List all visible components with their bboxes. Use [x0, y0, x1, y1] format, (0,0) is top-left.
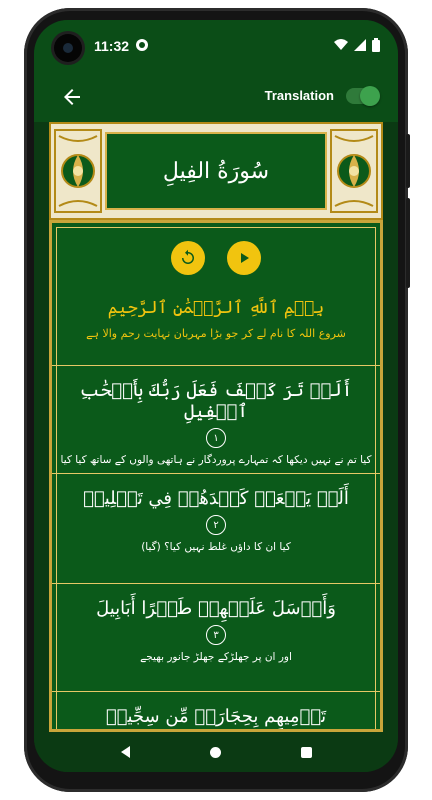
surah-title-box [105, 132, 327, 210]
bismillah-arabic: بِسۡمِ ٱللَّهِ ٱلرَّحۡمَٰنِ ٱلرَّحِيمِ [107, 298, 325, 318]
translation-label: Translation [264, 88, 334, 103]
translation-toggle[interactable] [346, 88, 378, 104]
verse-item[interactable] [52, 473, 380, 582]
verse-translation: کیا ان کا داؤں غلط نہیں کیا؟ (گیا) [141, 541, 291, 553]
surah-content[interactable] [49, 220, 383, 732]
verse-arabic: تَرۡمِيهِم بِحِجَارَةٖ مِّن سِجِّيلٖ [105, 706, 327, 727]
nav-recent-icon[interactable] [301, 747, 312, 758]
verse-number: ٢ [206, 515, 226, 535]
power-button [406, 198, 410, 288]
arrow-left-icon[interactable] [60, 85, 84, 109]
wifi-icon [334, 39, 348, 51]
repeat-button[interactable] [171, 241, 205, 275]
app-bar [34, 72, 398, 122]
verse-translation: کیا تم نے نہیں دیکھا کہ تمہارے پروردگار نے ہاتھی والوں کے ساتھ کیا کیا [60, 454, 372, 466]
nav-back-icon[interactable] [121, 746, 130, 758]
verse-number: ٣ [206, 625, 226, 645]
verse-item[interactable] [52, 365, 380, 472]
verse-arabic: أَلَمۡ يَجۡعَلۡ كَيۡدَهُمۡ فِي تَضۡلِيلٖ [83, 488, 349, 509]
signal-icon [354, 39, 366, 51]
app-notification-icon [136, 39, 148, 51]
surah-title: سُورَةُ الفِيلِ [162, 158, 270, 184]
battery-icon [372, 38, 380, 52]
status-bar [34, 20, 398, 72]
status-time: 11:32 [94, 38, 130, 54]
play-button[interactable] [227, 241, 261, 275]
screen [34, 20, 398, 772]
play-icon [237, 251, 251, 265]
verse-arabic: أَلَمۡ تَرَ كَيۡفَ فَعَلَ رَبُّكَ بِأَصۡحَٰبِ ٱلۡفِيلِ [79, 380, 353, 422]
system-nav-bar [34, 732, 398, 772]
verse-number: ١ [206, 428, 226, 448]
verse-arabic: وَأَرۡسَلَ عَلَيۡهِمۡ طَيۡرًا أَبَابِيلَ [96, 598, 336, 619]
repeat-icon [179, 249, 197, 267]
status-icons [334, 38, 380, 52]
nav-home-icon[interactable] [210, 747, 221, 758]
playback-controls [52, 241, 380, 275]
ornament-right-icon [329, 128, 379, 214]
verse-item[interactable] [52, 691, 380, 732]
verse-item[interactable] [52, 583, 380, 690]
volume-button [406, 134, 410, 188]
toggle-knob[interactable] [360, 86, 380, 106]
verse-translation: اور ان پر جھلڑکے جھلڑ جانور بھیجے [140, 651, 292, 663]
bismillah-translation: شروع اللہ کا نام لے کر جو بڑا مہربان نہایت رحم والا ہے [86, 327, 346, 340]
camera-cutout [54, 34, 82, 62]
surah-banner [49, 122, 383, 220]
ornament-left-icon [53, 128, 103, 214]
